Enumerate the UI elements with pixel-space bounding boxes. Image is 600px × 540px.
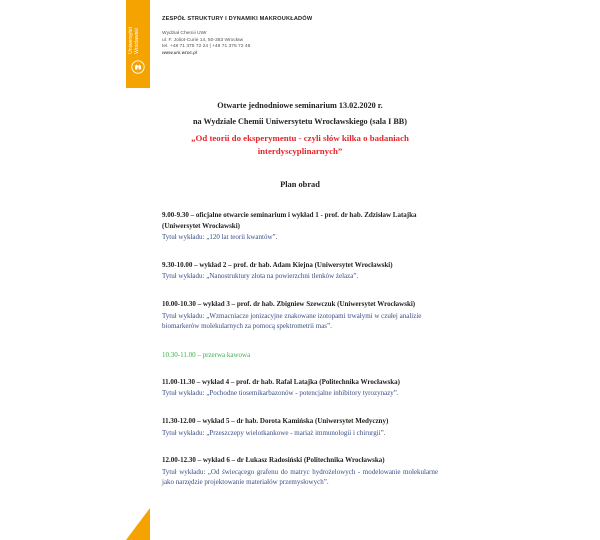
phone-numbers: tel. +48 71 375 72 24 | +48 71 375 72 48 — [162, 44, 251, 50]
faculty-name: Wydział Chemii UWr — [162, 31, 207, 36]
plan-heading: Plan obrad — [280, 180, 320, 189]
university-name-line2: Wrocławski — [134, 27, 140, 54]
corner-decoration-icon — [126, 508, 150, 540]
seminar-topic-line2: interdyscyplinarnych” — [257, 145, 343, 156]
agenda-speaker: 11.30-12.00 – wykład 5 – dr hab. Dorota Kamińska (Uniwersytet Medyczny) — [162, 416, 389, 425]
seminar-topic — [162, 132, 438, 157]
agenda-speaker-line1: 9.00-9.30 – oficjalne otwarcie seminarium i wykład 1 - prof. dr hab. Zdzisław Latajka — [162, 211, 417, 219]
agenda-lecture-title: Tytuł wykładu: „Pochodne tiosemikarbazonów - potencjalne inhibitory tyrozynazy”. — [162, 389, 399, 398]
agenda-speaker: 12.00-12.30 – wykład 6 – dr Łukasz Radosiński (Politechnika Wrocławska) — [162, 456, 385, 465]
agenda-lecture-title: Tytuł wykładu: „120 lat teorii kwantów”. — [162, 233, 278, 242]
agenda-speaker: 11.00-11.30 – wykład 4 – prof. dr hab. Rafał Latajka (Politechnika Wrocławska) — [162, 377, 400, 386]
agenda-lecture-title: Tytuł wykładu: „Wzmacniacze jonizacyjne znakowane izotopami trwałymi w czułej analizie biomarkerów molekularnych za pomocą spektrometrii mas”. — [162, 311, 422, 331]
website-link[interactable]: www.uni.wroc.pl — [162, 50, 198, 56]
agenda-lecture-title: Tytuł wykładu: „Nanostruktury złota na powierzchni tlenków żelaza”. — [162, 272, 359, 281]
seminar-topic-line1: „Od teorii do eksperymentu - czyli słów kilka o badaniach — [191, 133, 409, 143]
unit-name: ZESPÓŁ STRUKTURY I DYNAMIKI MAKROUKŁADÓW — [162, 16, 313, 22]
agenda-speaker-line2: (Uniwersytet Wrocławski) — [162, 221, 240, 230]
university-name-line1: Uniwersytet — [128, 26, 134, 54]
seminar-venue-line: na Wydziale Chemii Uniwersytetu Wrocławskiego (sala I BB) — [192, 117, 407, 126]
seminar-date-line: Otwarte jednodniowe seminarium 13.02.2020 r. — [217, 101, 383, 110]
agenda-speaker: 9.30-10.00 – wykład 2 – prof. dr hab. Adam Kiejna (Uniwersytet Wrocławski) — [162, 260, 393, 269]
agenda-speaker — [162, 210, 438, 231]
agenda-lecture-title: Tytuł wykładu: „Od świecącego grafenu do matryc hydrożelowych - modelowanie molekularne jako narzędzie projektowanie materiałów przemysłowych”. — [162, 467, 438, 487]
agenda-item-3 — [162, 299, 438, 332]
agenda-item-4 — [162, 377, 438, 399]
university-ribbon — [126, 0, 150, 88]
agenda-lecture-title: Tytuł wykładu: „Przeszczepy wielotkankowe - mariaż immunologii i chirurgii”. — [162, 428, 386, 437]
university-crest-icon — [131, 60, 145, 74]
agenda-item-5 — [162, 416, 438, 438]
address-block — [162, 31, 462, 57]
street-address: ul. F. Joliot-Curie 14, 50-383 Wrocław — [162, 37, 244, 43]
document-body — [162, 100, 438, 488]
coffee-break: 10.30-11.00 – przerwa kawowa — [162, 350, 251, 359]
university-name — [128, 6, 148, 54]
agenda-item-2 — [162, 260, 438, 282]
agenda-speaker: 10.00-10.30 – wykład 3 – prof. dr hab. Zbigniew Szewczuk (Uniwersytet Wrocławski) — [162, 299, 416, 308]
agenda-item-6 — [162, 455, 438, 488]
agenda-item-1 — [162, 210, 438, 243]
letterhead — [162, 16, 462, 57]
